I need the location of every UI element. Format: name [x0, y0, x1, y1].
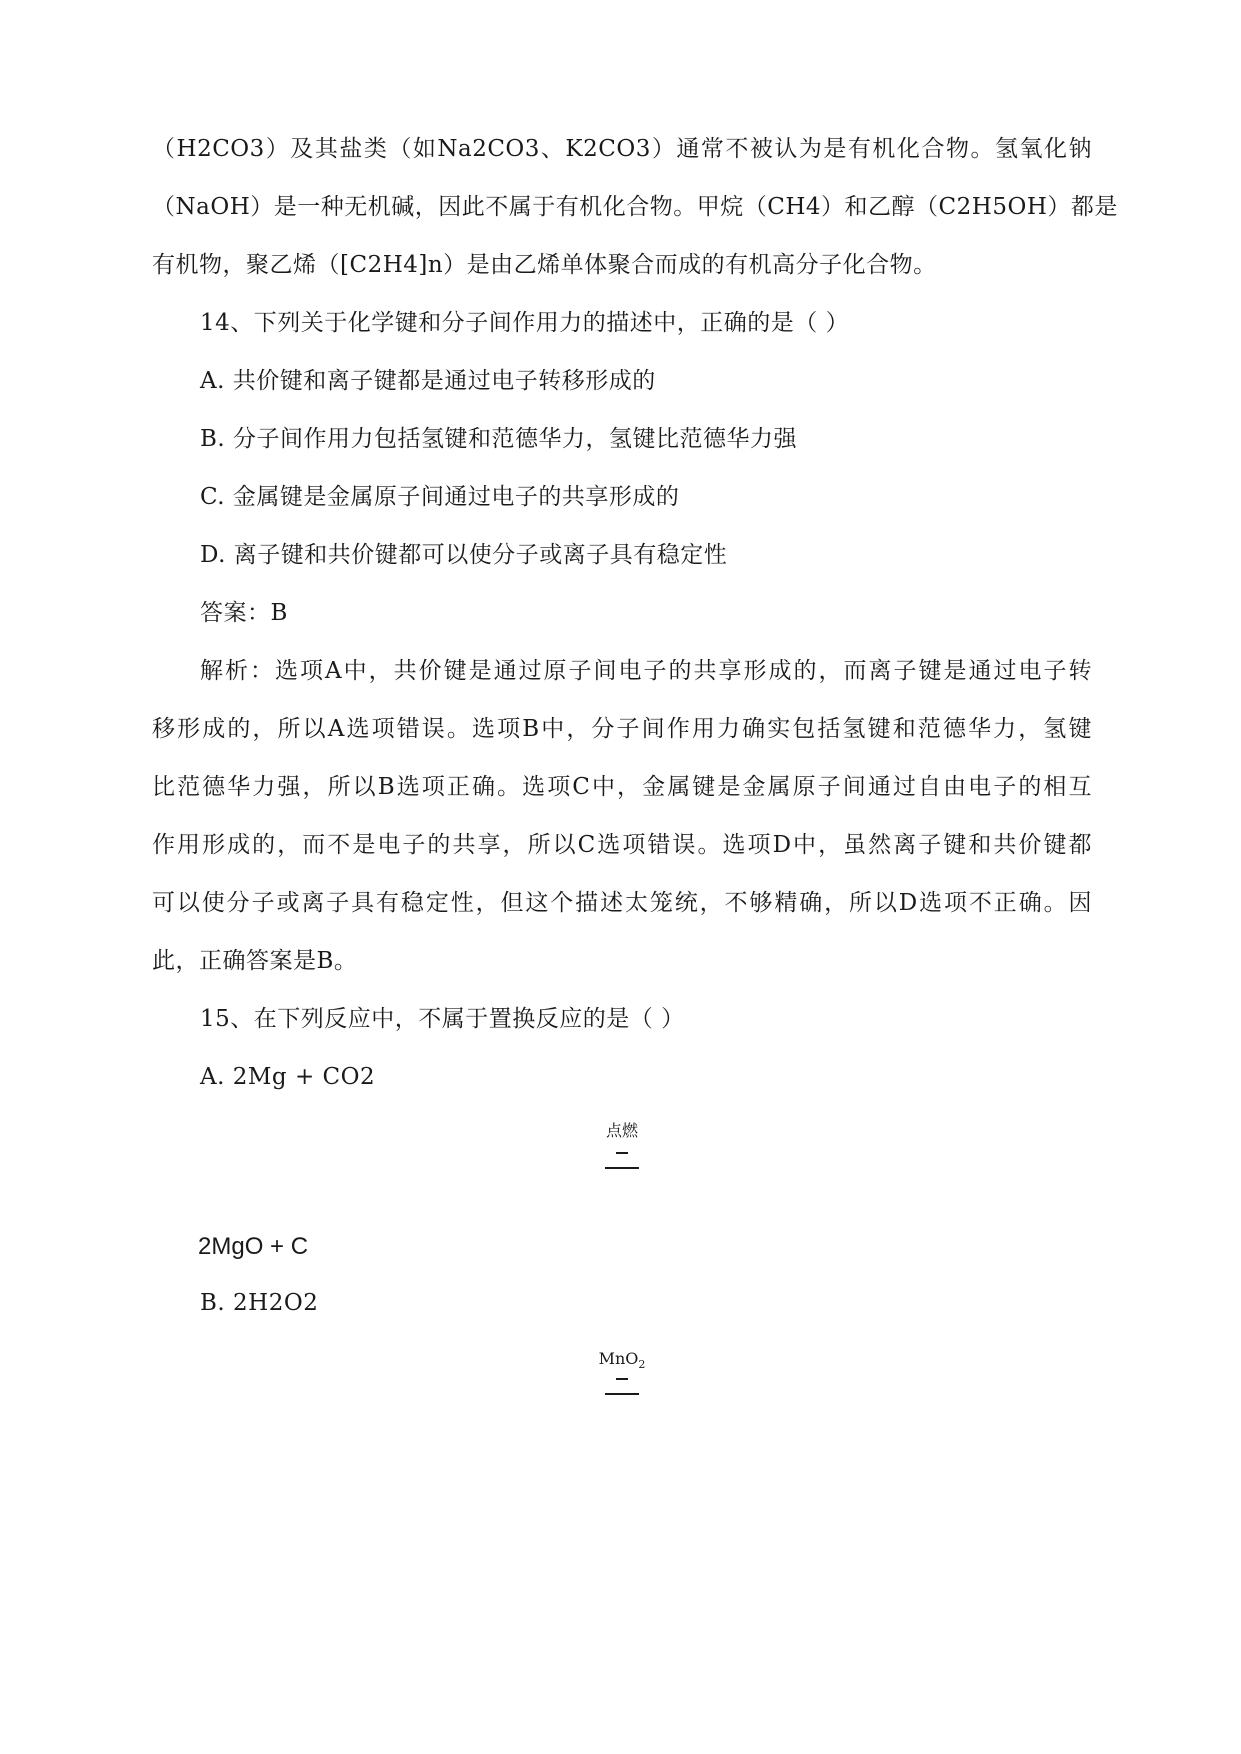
intro-line-3: 有机物，聚乙烯（[C2H4]n）是由乙烯单体聚合而成的有机高分子化合物。: [152, 252, 937, 278]
reaction-arrow-tick: [616, 1152, 628, 1154]
q15-option-b-condition: [582, 1350, 662, 1374]
q15-option-a-reactants: A. 2Mg + CO2: [200, 1064, 376, 1090]
q14-option-c: C. 金属键是金属原子间通过电子的共享形成的: [200, 484, 680, 510]
q14-analysis-line-4: 作用形成的，而不是电子的共享，所以C选项错误。选项D中，虽然离子键和共价键都: [152, 832, 1092, 858]
q14-answer: 答案：B: [200, 600, 288, 626]
q14-analysis-line-5: 可以使分子或离子具有稳定性，但这个描述太笼统，不够精确，所以D选项不正确。因: [152, 890, 1092, 916]
q14-analysis-line-1: 解析：选项A中，共价键是通过原子间电子的共享形成的，而离子键是通过电子转: [200, 658, 1092, 684]
q14-option-a: A. 共价键和离子键都是通过电子转移形成的: [200, 368, 656, 394]
q15-option-a-products: 2MgO + C: [198, 1233, 309, 1260]
q14-analysis-line-2: 移形成的，所以A选项错误。选项B中，分子间作用力确实包括氢键和范德华力，氢键: [152, 716, 1092, 742]
reaction-arrow-tick-b: [616, 1378, 628, 1380]
q14-analysis-line-3: 比范德华力强，所以B选项正确。选项C中，金属键是金属原子间通过自由电子的相互: [152, 774, 1092, 800]
q15-stem: 15、在下列反应中，不属于置换反应的是（ ）: [200, 1006, 685, 1032]
q15-option-b-condition-main: MnO: [598, 1349, 639, 1368]
reaction-arrow-line: [605, 1167, 639, 1169]
q15-option-b-condition-sub: 2: [638, 1358, 646, 1372]
intro-line-1: （H2CO3）及其盐类（如Na2CO3、K2CO3）通常不被认为是有机化合物。氢氧化钠: [152, 136, 1092, 162]
q14-stem: 14、下列关于化学键和分子间作用力的描述中，正确的是（ ）: [200, 310, 850, 336]
reaction-arrow-line-b: [605, 1393, 639, 1395]
q14-option-b: B. 分子间作用力包括氢键和范德华力，氢键比范德华力强: [200, 426, 798, 452]
intro-line-2: （NaOH）是一种无机碱，因此不属于有机化合物。甲烷（CH4）和乙醇（C2H5OH）都是: [152, 194, 1118, 220]
q15-option-b-reactants: B. 2H2O2: [200, 1290, 319, 1316]
q15-option-a-condition: 点燃: [605, 1121, 638, 1140]
q14-analysis-line-6: 此，正确答案是B。: [152, 948, 358, 974]
q14-option-d: D. 离子键和共价键都可以使分子或离子具有稳定性: [200, 542, 728, 568]
